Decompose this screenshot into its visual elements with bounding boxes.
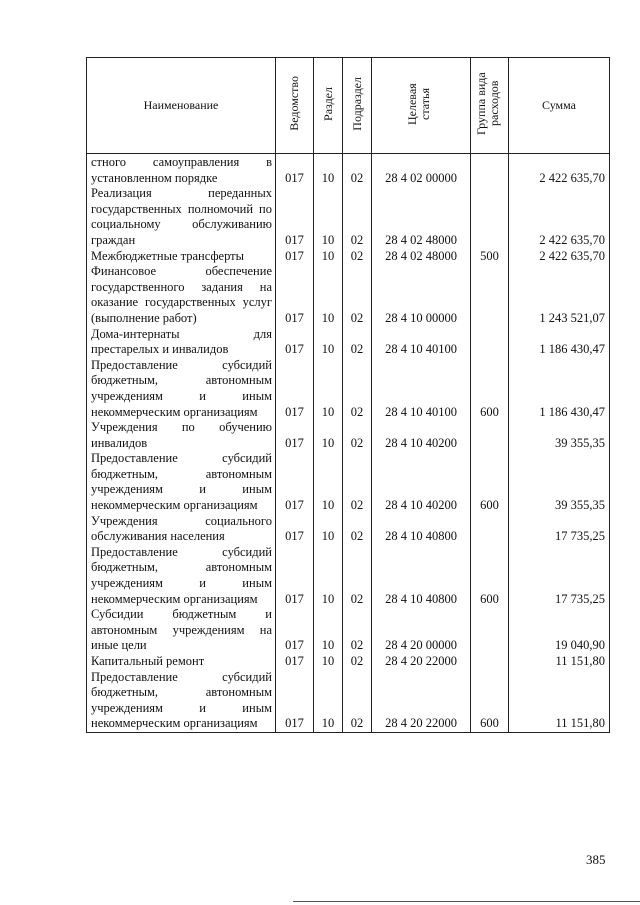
row-dept: 017 — [276, 358, 314, 420]
row-name: Предоставление субсидий бюджетным, автономным учреждениям и иным некоммерческим организациям — [87, 670, 276, 733]
row-dept: 017 — [276, 607, 314, 654]
row-section: 10 — [314, 358, 343, 420]
row-name: Субсидии бюджетным и автономным учреждениям на иные цели — [87, 607, 276, 654]
table-row — [87, 654, 610, 670]
row-section: 10 — [314, 670, 343, 733]
row-target: 28 4 20 22000 — [372, 670, 471, 733]
row-name: Предоставление субсидий бюджетным, автономным учреждениям и иным некоммерческим организациям — [87, 451, 276, 513]
row-amount: 11 151,80 — [509, 654, 610, 670]
row-target: 28 4 02 48000 — [372, 186, 471, 248]
table-header-row — [87, 58, 610, 154]
row-target: 28 4 20 22000 — [372, 654, 471, 670]
row-section: 10 — [314, 327, 343, 358]
row-dept: 017 — [276, 264, 314, 326]
row-subsection: 02 — [343, 420, 372, 451]
row-amount: 11 151,80 — [509, 670, 610, 733]
row-dept: 017 — [276, 670, 314, 733]
header-name: Наименование — [87, 58, 276, 154]
row-section: 10 — [314, 545, 343, 607]
row-amount: 1 186 430,47 — [509, 358, 610, 420]
row-amount: 1 243 521,07 — [509, 264, 610, 326]
table-row — [87, 249, 610, 265]
row-amount: 19 040,90 — [509, 607, 610, 654]
row-expense-group — [471, 420, 509, 451]
row-amount: 2 422 635,70 — [509, 249, 610, 265]
row-name: Учреждения социального обслуживания населения — [87, 514, 276, 545]
row-name: Финансовое обеспечение государственного задания на оказание государственных услуг (выполнение работ) — [87, 264, 276, 326]
row-dept: 017 — [276, 154, 314, 187]
row-expense-group — [471, 654, 509, 670]
row-expense-group — [471, 514, 509, 545]
row-amount: 39 355,35 — [509, 420, 610, 451]
row-subsection: 02 — [343, 249, 372, 265]
row-target: 28 4 10 40100 — [372, 327, 471, 358]
row-section: 10 — [314, 514, 343, 545]
row-dept: 017 — [276, 654, 314, 670]
row-section: 10 — [314, 154, 343, 187]
row-subsection: 02 — [343, 186, 372, 248]
table-row — [87, 327, 610, 358]
row-subsection: 02 — [343, 154, 372, 187]
table-row — [87, 186, 610, 248]
row-section: 10 — [314, 186, 343, 248]
row-expense-group — [471, 327, 509, 358]
header-subsection: Подраздел — [343, 58, 372, 154]
table-row — [87, 358, 610, 420]
table-row — [87, 545, 610, 607]
row-section: 10 — [314, 264, 343, 326]
table-body — [87, 154, 610, 733]
row-amount: 17 735,25 — [509, 514, 610, 545]
row-target: 28 4 02 00000 — [372, 154, 471, 187]
header-dept: Ведомство — [276, 58, 314, 154]
row-amount: 39 355,35 — [509, 451, 610, 513]
row-subsection: 02 — [343, 451, 372, 513]
row-expense-group: 600 — [471, 670, 509, 733]
row-expense-group: 600 — [471, 545, 509, 607]
row-name: Капитальный ремонт — [87, 654, 276, 670]
row-amount: 2 422 635,70 — [509, 186, 610, 248]
row-expense-group: 600 — [471, 451, 509, 513]
row-subsection: 02 — [343, 358, 372, 420]
row-subsection: 02 — [343, 514, 372, 545]
table-row — [87, 451, 610, 513]
row-section: 10 — [314, 451, 343, 513]
row-dept: 017 — [276, 545, 314, 607]
row-expense-group: 500 — [471, 249, 509, 265]
row-name: Учреждения по обучению инвалидов — [87, 420, 276, 451]
row-subsection: 02 — [343, 607, 372, 654]
row-subsection: 02 — [343, 670, 372, 733]
row-name: Предоставление субсидий бюджетным, автономным учреждениям и иным некоммерческим организациям — [87, 358, 276, 420]
row-dept: 017 — [276, 420, 314, 451]
row-dept: 017 — [276, 327, 314, 358]
table-row — [87, 670, 610, 733]
row-target: 28 4 10 40100 — [372, 358, 471, 420]
row-name: Межбюджетные трансферты — [87, 249, 276, 265]
row-expense-group — [471, 186, 509, 248]
table-row — [87, 607, 610, 654]
row-expense-group — [471, 264, 509, 326]
table-row — [87, 514, 610, 545]
footer-divider — [293, 901, 640, 902]
row-target: 28 4 10 40800 — [372, 545, 471, 607]
row-target: 28 4 20 00000 — [372, 607, 471, 654]
row-dept: 017 — [276, 451, 314, 513]
row-amount: 1 186 430,47 — [509, 327, 610, 358]
table-row — [87, 264, 610, 326]
row-section: 10 — [314, 607, 343, 654]
row-dept: 017 — [276, 249, 314, 265]
row-name: Реализация переданных государственных полномочий по социальному обслуживанию граждан — [87, 186, 276, 248]
row-expense-group — [471, 607, 509, 654]
header-target: Целевая статья — [372, 58, 471, 154]
row-subsection: 02 — [343, 654, 372, 670]
row-section: 10 — [314, 654, 343, 670]
header-expense-group: Группа вида расходов — [471, 58, 509, 154]
row-dept: 017 — [276, 514, 314, 545]
row-target: 28 4 10 00000 — [372, 264, 471, 326]
table-row — [87, 420, 610, 451]
row-expense-group: 600 — [471, 358, 509, 420]
row-dept: 017 — [276, 186, 314, 248]
row-subsection: 02 — [343, 545, 372, 607]
row-subsection: 02 — [343, 264, 372, 326]
row-target: 28 4 10 40200 — [372, 420, 471, 451]
row-amount: 17 735,25 — [509, 545, 610, 607]
row-target: 28 4 10 40800 — [372, 514, 471, 545]
row-expense-group — [471, 154, 509, 187]
row-target: 28 4 10 40200 — [372, 451, 471, 513]
row-target: 28 4 02 48000 — [372, 249, 471, 265]
row-section: 10 — [314, 420, 343, 451]
table-row — [87, 154, 610, 187]
row-subsection: 02 — [343, 327, 372, 358]
header-section: Раздел — [314, 58, 343, 154]
header-amount: Сумма — [509, 58, 610, 154]
row-name: Предоставление субсидий бюджетным, автономным учреждениям и иным некоммерческим организациям — [87, 545, 276, 607]
row-amount: 2 422 635,70 — [509, 154, 610, 187]
row-name: стного самоуправления в установленном порядке — [87, 154, 276, 187]
page-number: 385 — [586, 852, 606, 867]
row-section: 10 — [314, 249, 343, 265]
budget-table — [86, 57, 610, 733]
row-name: Дома-интернаты для престарелых и инвалидов — [87, 327, 276, 358]
